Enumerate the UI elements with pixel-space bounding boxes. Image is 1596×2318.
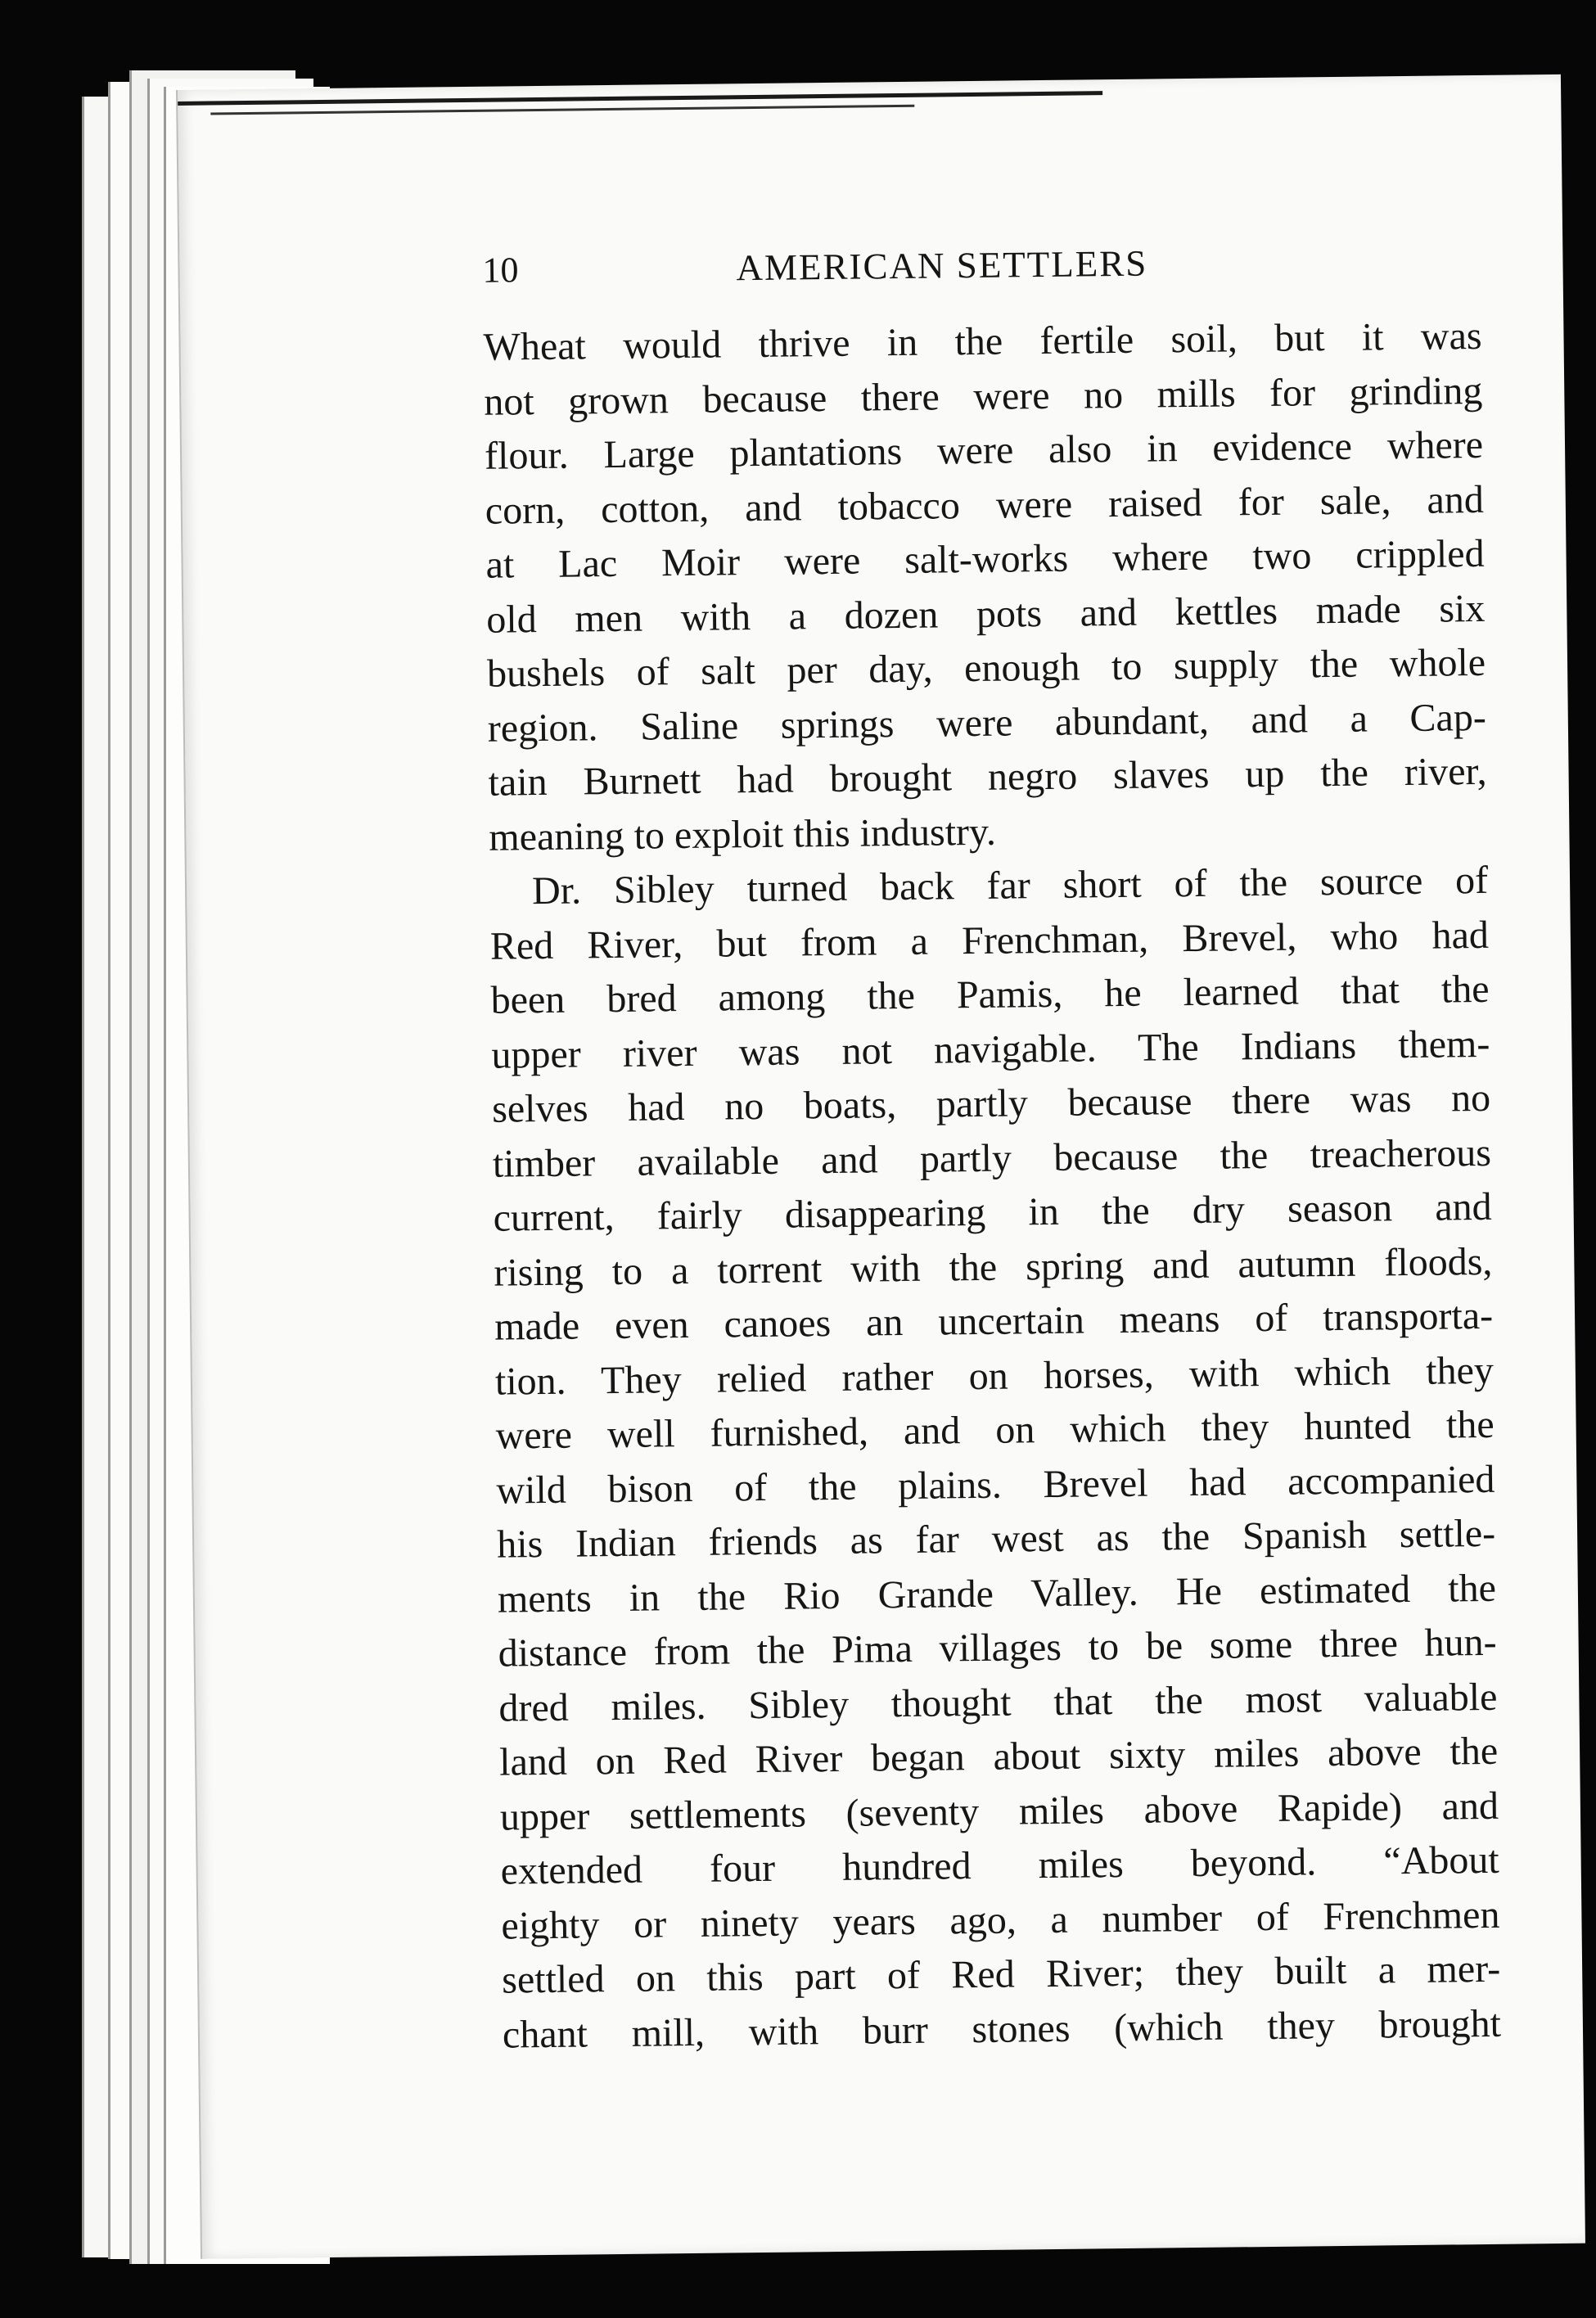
text-line: chant mill, with burr stones (which they brought <box>502 2001 1502 2057</box>
text-line: flour. Large plantations were also in evidence where <box>484 422 1484 478</box>
text-line: land on Red River began about sixty miles above the <box>498 1729 1499 1784</box>
text-line: upper settlements (seventy miles above Rapide) and <box>499 1784 1499 1839</box>
text-line: corn, cotton, and tobacco were raised for sale, and <box>485 477 1485 533</box>
text-line: Red River, but from a Frenchman, Brevel, who had <box>489 913 1490 968</box>
text-line: tion. They relied rather on horses, with which they <box>494 1348 1495 1404</box>
paragraph <box>483 309 1487 865</box>
text-line: distance from the Pima villages to be some three hun- <box>498 1620 1497 1675</box>
text-line: ments in the Rio Grande Valley. He estimated the <box>497 1566 1497 1621</box>
text-line: selves had no boats, partly because there was no <box>491 1076 1491 1131</box>
text-line: wild bison of the plains. Brevel had accompanied <box>496 1457 1495 1513</box>
text-line: meaning to exploit this industry. <box>489 809 997 859</box>
text-line: old men with a dozen pots and kettles made six <box>486 586 1486 642</box>
text-line: region. Saline springs were abundant, and a Cap- <box>487 695 1487 751</box>
running-title: AMERICAN SETTLERS <box>736 242 1148 289</box>
text-line: tain Burnett had brought negro slaves up the river, <box>488 749 1487 805</box>
text-line: not grown because there were no mills for grinding <box>484 368 1483 424</box>
text-line: eighty or ninety years ago, a number of Frenchmen <box>501 1892 1500 1948</box>
book-page <box>176 74 1585 2259</box>
text-line: Dr. Sibley turned back far short of the source of <box>531 858 1489 913</box>
paragraph <box>489 854 1502 2063</box>
running-head <box>482 228 1383 303</box>
text-line: been bred among the Pamis, he learned that the <box>490 967 1490 1022</box>
text-line: dred miles. Sibley thought that the most valuable <box>498 1675 1498 1730</box>
top-rule <box>210 105 914 115</box>
text-line: at Lac Moir were salt-works where two crippled <box>485 531 1485 587</box>
text-line: Wheat would thrive in the fertile soil, but it was <box>483 313 1482 369</box>
text-line: current, fairly disappearing in the dry season and <box>493 1184 1492 1240</box>
text-line: bushels of salt per day, enough to supply the whole <box>486 640 1486 696</box>
text-line: made even canoes an uncertain means of transporta- <box>494 1293 1494 1349</box>
text-line: settled on this part of Red River; they built a mer- <box>501 1946 1501 2002</box>
text-line: rising to a torrent with the spring and autumn floods, <box>494 1239 1493 1295</box>
body-text <box>483 309 1501 2063</box>
page-number: 10 <box>482 250 519 291</box>
text-line: his Indian friends as far west as the Spanish settle- <box>496 1511 1496 1567</box>
text-line: were well furnished, and on which they hunted the <box>495 1402 1495 1458</box>
text-line: upper river was not navigable. The Indians them- <box>491 1021 1490 1077</box>
top-rule <box>178 91 1102 106</box>
text-line: timber available and partly because the treacherous <box>492 1130 1492 1186</box>
text-line: extended four hundred miles beyond. “About <box>500 1838 1499 1893</box>
